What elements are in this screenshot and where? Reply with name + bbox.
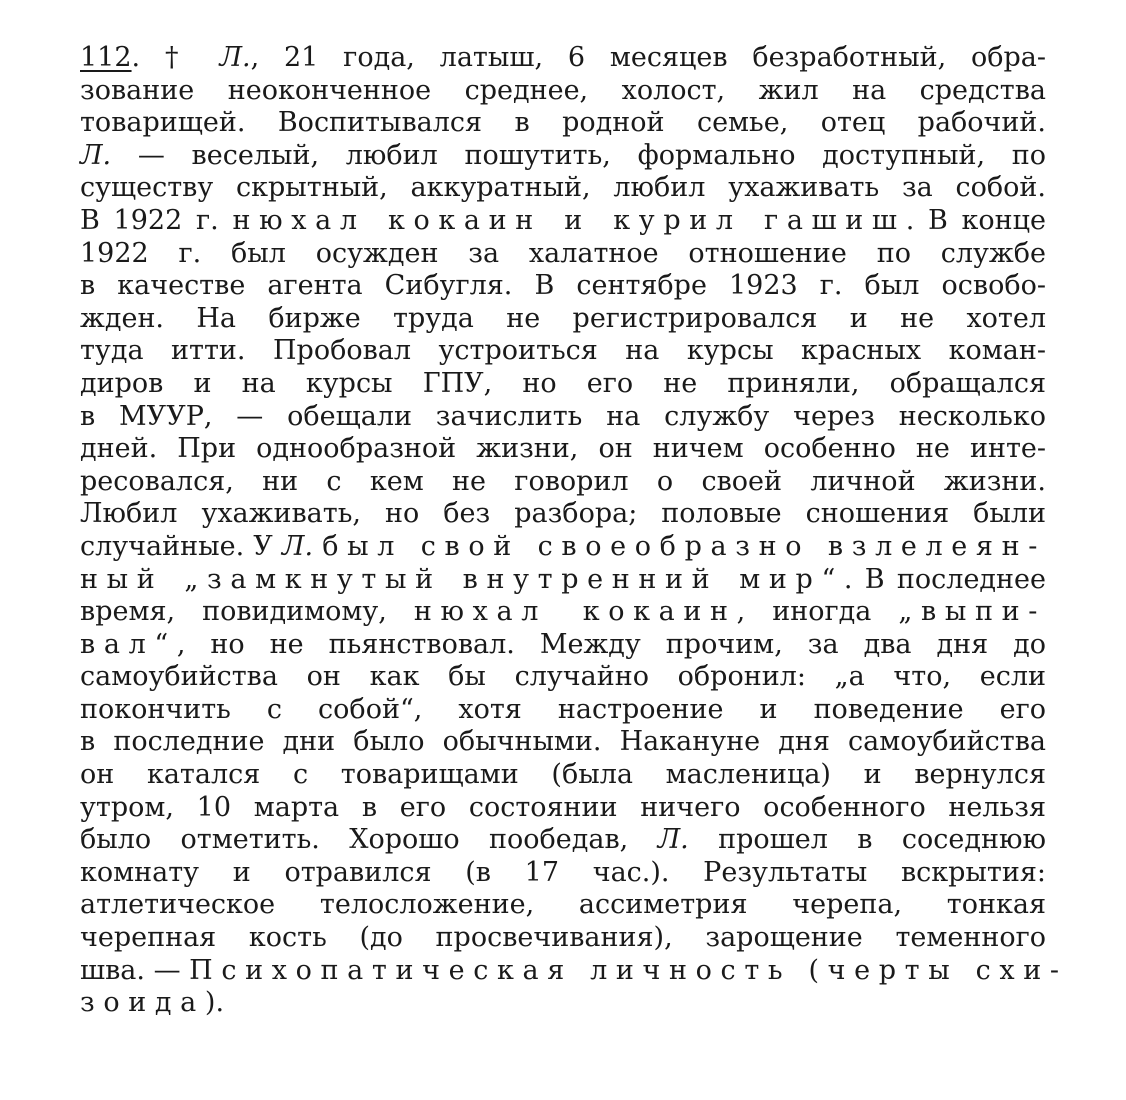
- text-segment: он катался с товарищами (была масленица) и вернулся: [80, 759, 1046, 791]
- spaced-emphasis: ный „замкнутый внутренний мир“: [80, 563, 844, 595]
- text-line: [80, 531, 1046, 564]
- text-segment: прошел в соседнюю: [688, 824, 1046, 856]
- text-segment: черепная кость (до просвечивания), зарощение теменного: [80, 922, 1046, 954]
- text-line: [80, 466, 1046, 499]
- text-segment: комнату и отравился (в 17 час.). Результаты вскрытия:: [80, 856, 1046, 888]
- text-segment: . В последнее: [843, 563, 1046, 595]
- text-line: [80, 596, 1046, 629]
- text-line: [80, 889, 1046, 922]
- text-segment: . †: [131, 42, 220, 73]
- text-segment: ресовался, ни с кем не говорил о своей личной жизни.: [80, 465, 1046, 497]
- text-line: [80, 140, 1046, 173]
- text-line: [80, 661, 1046, 694]
- spaced-emphasis: зоида: [80, 987, 205, 1019]
- subject-initial: Л.: [281, 530, 314, 562]
- spaced-emphasis: вал“: [80, 628, 177, 660]
- text-line: [80, 954, 1068, 988]
- text-segment: атлетическое телосложение, ассиметрия черепа, тонкая: [80, 889, 1046, 921]
- spaced-emphasis: нюхал кокаин: [413, 596, 737, 628]
- text-segment: [313, 531, 322, 562]
- text-line: [80, 629, 1046, 662]
- text-line: [80, 922, 1046, 955]
- text-segment: утром, 10 марта в его состоянии ничего особенного нельзя: [80, 791, 1046, 823]
- spaced-emphasis: Психопатическая личность (черты схи-: [189, 954, 1068, 986]
- text-line: [80, 694, 1046, 727]
- case-number: 112: [80, 42, 132, 73]
- text-line: [80, 205, 1046, 238]
- text-segment: туда итти. Пробовал устроиться на курсы красных коман-: [80, 335, 1046, 367]
- text-line: [80, 107, 1046, 140]
- text-line: [80, 987, 1046, 1020]
- text-segment: В 1922 г.: [80, 204, 233, 236]
- text-line: [80, 368, 1046, 401]
- subject-initial: Л.: [657, 824, 689, 856]
- text-segment: , но не пьянствовал. Между прочим, за два дня до: [176, 628, 1046, 660]
- text-segment: в качестве агента Сибугля. В сентябре 1923 г. был освобо-: [80, 270, 1046, 302]
- text-segment: в последние дни было обычными. Накануне дня самоубийства: [80, 726, 1046, 758]
- text-segment: в МУУР, — обещали зачислить на службу через несколько: [80, 400, 1046, 432]
- text-line: [80, 433, 1046, 466]
- text-segment: зование неоконченное среднее, холост, жил на средства: [80, 74, 1046, 106]
- text-segment: существу скрытный, аккуратный, любил ухаживать за собой.: [80, 172, 1046, 204]
- spaced-emphasis: был свой своеобразно взлелеян-: [322, 530, 1047, 562]
- text-line: [80, 759, 1046, 792]
- text-line: [80, 824, 1046, 857]
- text-segment: ).: [204, 987, 225, 1019]
- text-segment: покончить с собой“, хотя настроение и поведение его: [80, 693, 1046, 725]
- text-segment: диров и на курсы ГПУ, но его не приняли, обращался: [80, 367, 1046, 399]
- text-segment: было отметить. Хорошо пообедав,: [80, 824, 658, 856]
- subject-initial: Л.: [80, 139, 112, 171]
- text-line: [80, 270, 1046, 303]
- spaced-emphasis: нюхал кокаин и курил гашиш: [232, 204, 906, 236]
- text-line: [80, 335, 1046, 368]
- text-line: [80, 42, 1046, 75]
- subject-initial: Л.: [219, 42, 251, 73]
- text-segment: , 21 года, латыш, 6 месяцев безработный, обра-: [250, 42, 1046, 73]
- text-line: [80, 792, 1046, 825]
- text-line: [80, 498, 1046, 531]
- text-segment: жден. На бирже труда не регистрировался и не хотел: [80, 302, 1046, 334]
- text-segment: шва. —: [80, 954, 190, 986]
- text-line: [80, 303, 1046, 336]
- text-line: [80, 75, 1046, 108]
- text-segment: . В конце: [905, 204, 1047, 236]
- spaced-emphasis: „выпи-: [898, 596, 1046, 628]
- text-line: [80, 857, 1046, 890]
- text-segment: самоубийства он как бы случайно обронил: „а что, если: [80, 661, 1046, 693]
- text-segment: — веселый, любил пошутить, формально доступный, по: [111, 139, 1046, 171]
- text-segment: , иногда: [736, 596, 899, 628]
- text-line: [80, 401, 1046, 434]
- text-segment: случайные. У: [80, 530, 282, 562]
- case-text-block: [80, 42, 1068, 1020]
- text-segment: 1922 г. был осужден за халатное отношение по службе: [80, 237, 1046, 269]
- text-line: [80, 564, 1046, 597]
- text-segment: дней. При однообразной жизни, он ничем особенно не инте-: [80, 433, 1046, 465]
- text-line: [80, 238, 1046, 271]
- text-segment: Любил ухаживать, но без разбора; половые сношения были: [80, 498, 1046, 530]
- text-line: [80, 726, 1046, 759]
- text-segment: время, повидимому,: [80, 596, 414, 628]
- text-segment: товарищей. Воспитывался в родной семье, отец рабочий.: [80, 107, 1046, 139]
- text-line: [80, 172, 1046, 205]
